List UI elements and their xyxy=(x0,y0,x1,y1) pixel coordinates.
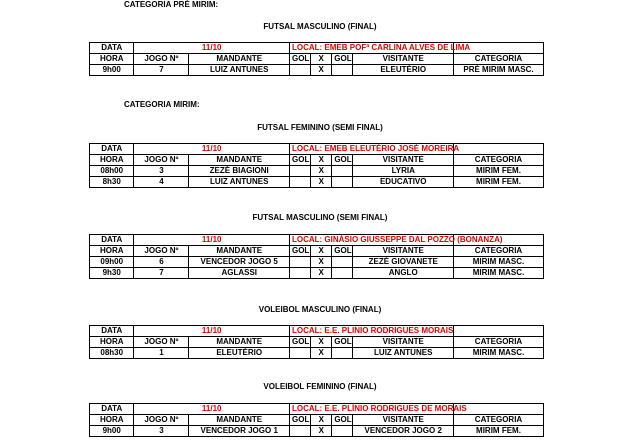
visitante-header: VISITANTE xyxy=(353,415,454,426)
gol-header: GOL xyxy=(289,54,310,65)
visitante-header: VISITANTE xyxy=(353,155,454,166)
x-cell: X xyxy=(311,426,332,437)
hora-header: HORA xyxy=(90,415,134,426)
hora-cell: 9h00 xyxy=(90,65,134,76)
hora-cell: 8h30 xyxy=(90,177,134,188)
jogo-cell: 3 xyxy=(134,166,189,177)
mandante-header: MANDANTE xyxy=(189,155,290,166)
date-row xyxy=(90,404,544,415)
date-value: 11/10 xyxy=(134,326,290,337)
category-mirim-heading: CATEGORIA MIRIM: xyxy=(124,100,200,109)
x-cell: X xyxy=(311,166,332,177)
categoria-cell: MIRIM FEM. xyxy=(454,177,544,188)
x-cell: X xyxy=(311,268,332,279)
hora-cell: 08h00 xyxy=(90,166,134,177)
x-header: X xyxy=(311,415,332,426)
visitante-cell: LYRIA xyxy=(353,166,454,177)
gol-cell xyxy=(290,166,311,177)
gol-cell xyxy=(289,65,310,76)
jogo-header: JOGO Nº xyxy=(134,54,189,65)
categoria-cell: MIRIM FEM. xyxy=(454,166,544,177)
game-row xyxy=(90,177,544,188)
visitante-cell: ELEUTÉRIO xyxy=(353,65,454,76)
visitante-header: VISITANTE xyxy=(353,337,454,348)
header-row xyxy=(90,54,544,65)
categoria-cell: MIRIM MASC. xyxy=(454,268,544,279)
section-title: FUTSAL FEMININO (SEMI FINAL) xyxy=(257,123,383,132)
mandante-cell: AGLASSI xyxy=(189,268,290,279)
visitante-header: VISITANTE xyxy=(353,54,454,65)
visitante-cell: ANGLO xyxy=(353,268,454,279)
jogo-cell: 3 xyxy=(134,426,189,437)
gol-cell xyxy=(289,257,310,268)
local-value: LOCAL: GINÁSIO GIUSSEPPE DAL POZZO (BONANZA) xyxy=(289,235,453,246)
categoria-header: CATEGORIA xyxy=(454,246,544,257)
local-value: LOCAL: EMEB POFª CARLINA ALVES DE LIMA xyxy=(289,43,453,54)
date-row xyxy=(90,43,544,54)
mandante-header: MANDANTE xyxy=(189,415,290,426)
jogo-cell: 6 xyxy=(134,257,189,268)
categoria-cell: PRÉ MIRIM MASC. xyxy=(454,65,544,76)
gol-header: GOL xyxy=(289,337,310,348)
categoria-cell: MIRIM MASC. xyxy=(454,348,544,359)
x-header: X xyxy=(311,54,332,65)
game-row xyxy=(90,65,544,76)
schedule-table xyxy=(89,234,544,279)
date-value: 11/10 xyxy=(134,43,290,54)
mandante-cell: LUIZ ANTUNES xyxy=(189,177,290,188)
category-pre-mirim-heading: CATEGORIA PRÉ MIRIM: xyxy=(124,0,219,9)
gol-cell xyxy=(332,177,353,188)
gol-header: GOL xyxy=(332,415,353,426)
local-value: LOCAL: E.E. PLINIO RODRIGUES MORAIS xyxy=(289,326,453,337)
blank-cell xyxy=(454,144,544,155)
jogo-header: JOGO Nº xyxy=(134,337,189,348)
hora-header: HORA xyxy=(90,337,134,348)
game-row xyxy=(90,268,544,279)
visitante-cell: LUIZ ANTUNES xyxy=(353,348,454,359)
hora-header: HORA xyxy=(90,246,134,257)
header-row xyxy=(90,337,544,348)
x-header: X xyxy=(311,246,332,257)
jogo-header: JOGO Nº xyxy=(134,246,189,257)
blank-cell xyxy=(454,326,544,337)
gol-cell xyxy=(332,268,353,279)
date-row xyxy=(90,326,544,337)
gol-header: GOL xyxy=(289,246,310,257)
schedule-table xyxy=(89,42,544,76)
game-row xyxy=(90,166,544,177)
schedule-table xyxy=(89,143,544,188)
x-cell: X xyxy=(311,177,332,188)
visitante-header: VISITANTE xyxy=(353,246,454,257)
mandante-cell: ELEUTÉRIO xyxy=(189,348,290,359)
header-row xyxy=(90,246,544,257)
header-row xyxy=(90,415,544,426)
data-label: DATA xyxy=(90,404,134,415)
gol-cell xyxy=(332,65,353,76)
x-cell: X xyxy=(311,257,332,268)
gol-cell xyxy=(290,426,311,437)
x-cell: X xyxy=(311,348,332,359)
gol-cell xyxy=(332,426,353,437)
jogo-header: JOGO Nº xyxy=(134,155,189,166)
gol-header: GOL xyxy=(332,337,353,348)
mandante-cell: ZEZÉ BIAGIONI xyxy=(189,166,290,177)
gol-cell xyxy=(289,348,310,359)
categoria-cell: MIRIM MASC. xyxy=(454,257,544,268)
game-row xyxy=(90,257,544,268)
jogo-cell: 7 xyxy=(134,65,189,76)
gol-cell xyxy=(332,257,353,268)
gol-cell xyxy=(289,268,310,279)
game-row xyxy=(90,348,544,359)
categoria-header: CATEGORIA xyxy=(454,337,544,348)
local-value: LOCAL: EMEB ELEUTÉRIO JOSÉ MOREIRA xyxy=(290,144,454,155)
hora-header: HORA xyxy=(90,155,134,166)
mandante-cell: VENCEDOR JOGO 1 xyxy=(189,426,290,437)
data-label: DATA xyxy=(90,235,134,246)
gol-header: GOL xyxy=(332,155,353,166)
mandante-cell: LUIZ ANTUNES xyxy=(189,65,290,76)
date-value: 11/10 xyxy=(134,235,290,246)
blank-cell xyxy=(454,404,544,415)
section-title: FUTSAL MASCULINO (SEMI FINAL) xyxy=(252,213,388,222)
gol-cell xyxy=(332,348,353,359)
gol-cell xyxy=(290,177,311,188)
x-header: X xyxy=(311,337,332,348)
local-value: LOCAL: E.E. PLÍNIO RODRIGUES DE MORAIS xyxy=(290,404,454,415)
header-row xyxy=(90,155,544,166)
x-header: X xyxy=(311,155,332,166)
hora-cell: 9h30 xyxy=(90,268,134,279)
categoria-header: CATEGORIA xyxy=(454,54,544,65)
mandante-cell: VENCEDOR JOGO 5 xyxy=(189,257,290,268)
jogo-header: JOGO Nº xyxy=(134,415,189,426)
game-row xyxy=(90,426,544,437)
visitante-cell: EDUCATIVO xyxy=(353,177,454,188)
data-label: DATA xyxy=(90,144,134,155)
mandante-header: MANDANTE xyxy=(189,246,290,257)
visitante-cell: ZEZÉ GIOVANETE xyxy=(353,257,454,268)
date-row xyxy=(90,144,544,155)
hora-cell: 9h00 xyxy=(90,426,134,437)
data-label: DATA xyxy=(90,326,134,337)
schedule-table xyxy=(89,325,544,359)
categoria-header: CATEGORIA xyxy=(454,155,544,166)
jogo-cell: 4 xyxy=(134,177,189,188)
hora-cell: 09h00 xyxy=(90,257,134,268)
section-title: VOLEIBOL MASCULINO (FINAL) xyxy=(258,305,382,314)
schedule-table xyxy=(89,403,544,437)
date-value: 11/10 xyxy=(134,404,290,415)
data-label: DATA xyxy=(90,43,134,54)
gol-header: GOL xyxy=(332,246,353,257)
mandante-header: MANDANTE xyxy=(189,337,290,348)
gol-header: GOL xyxy=(332,54,353,65)
categoria-cell: MIRIM FEM. xyxy=(454,426,544,437)
categoria-header: CATEGORIA xyxy=(454,415,544,426)
visitante-cell: VENCEDOR JOGO 2 xyxy=(353,426,454,437)
mandante-header: MANDANTE xyxy=(189,54,290,65)
gol-cell xyxy=(332,166,353,177)
hora-header: HORA xyxy=(90,54,134,65)
date-row xyxy=(90,235,544,246)
date-value: 11/10 xyxy=(134,144,290,155)
jogo-cell: 1 xyxy=(134,348,189,359)
gol-header: GOL xyxy=(290,415,311,426)
section-title: VOLEIBOL FEMININO (FINAL) xyxy=(263,382,377,391)
section-title: FUTSAL MASCULINO (FINAL) xyxy=(263,22,377,31)
x-cell: X xyxy=(311,65,332,76)
gol-header: GOL xyxy=(290,155,311,166)
hora-cell: 08h30 xyxy=(90,348,134,359)
jogo-cell: 7 xyxy=(134,268,189,279)
